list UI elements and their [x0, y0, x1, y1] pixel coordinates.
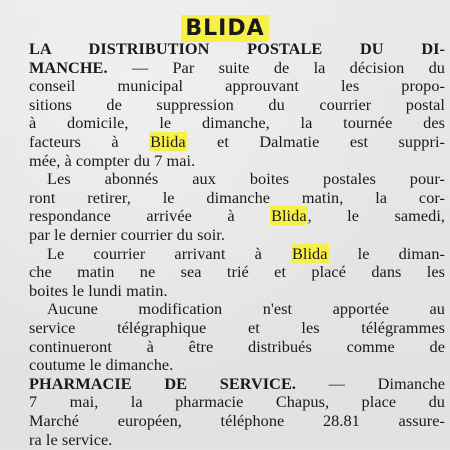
text-segment: à domicile, le dimanche, la tournée des [29, 113, 445, 133]
text-segment: Le courrier arrivant à [47, 243, 291, 263]
text-segment: par le dernier courrier du soir. [29, 225, 225, 244]
text-segment: le diman- [328, 243, 445, 263]
text-segment: respondance arrivée à [29, 206, 271, 226]
text-line [29, 132, 445, 152]
text-line [29, 355, 445, 375]
bold-heading-text: PHARMACIE DE SERVICE. [29, 373, 296, 393]
text-line [29, 392, 445, 412]
text-line [29, 95, 445, 115]
text-segment: Aucune modification n'est apportée au [47, 299, 445, 319]
text-segment: Les abonnés aux boites postales pour- [47, 169, 445, 189]
text-line [29, 337, 445, 357]
text-line [29, 206, 445, 226]
text-segment: ra le service. [29, 429, 113, 449]
text-segment: , le samedi, [307, 206, 446, 226]
text-line [29, 262, 445, 282]
masthead [0, 6, 450, 43]
text-segment: conseil municipal approuvant les propo- [29, 76, 445, 96]
text-segment: et Dalmatie est suppri- [186, 132, 445, 151]
text-line [29, 411, 445, 431]
masthead-title: BLIDA [181, 15, 268, 42]
text-line [29, 39, 445, 59]
text-line [29, 58, 445, 78]
text-segment: sitions de suppression du courrier postal [29, 94, 445, 114]
text-line [29, 113, 445, 133]
text-segment: Marché européen, téléphone 28.81 assure- [29, 411, 445, 430]
text-line [47, 299, 445, 319]
highlighted-keyword: Blida [291, 243, 328, 263]
bold-heading-text: MANCHE. [29, 57, 108, 77]
text-line [29, 318, 445, 338]
bold-heading-text: LA DISTRIBUTION POSTALE DU DI- [29, 39, 445, 58]
text-line [29, 188, 445, 208]
highlighted-keyword: Blida [271, 206, 307, 226]
text-segment: service télégraphique et les télégrammes [29, 318, 445, 337]
text-line [29, 281, 445, 301]
text-line [47, 169, 445, 189]
text-segment: — Par suite de la décision du [107, 57, 445, 77]
highlighted-keyword: Blida [150, 132, 186, 151]
text-segment: ront retirer, le dimanche matin, la cor- [29, 187, 445, 207]
text-segment: coutume le dimanche. [29, 355, 174, 375]
text-segment: 7 mai, la pharmacie Chapus, place du [29, 392, 445, 412]
text-line [29, 76, 445, 96]
text-segment: boites le lundi matin. [29, 280, 168, 300]
text-segment: mée, à compter du 7 mai. [29, 150, 196, 170]
text-line [47, 244, 445, 264]
text-segment: continueront à être distribués comme de [29, 336, 445, 356]
text-segment: — Dimanche [296, 373, 445, 393]
text-line [29, 225, 445, 245]
text-line [29, 430, 445, 450]
text-line [29, 374, 445, 394]
text-segment: che matin ne sea trié et placé dans les [29, 262, 445, 282]
text-line [29, 151, 445, 171]
text-segment: facteurs à [29, 132, 150, 151]
